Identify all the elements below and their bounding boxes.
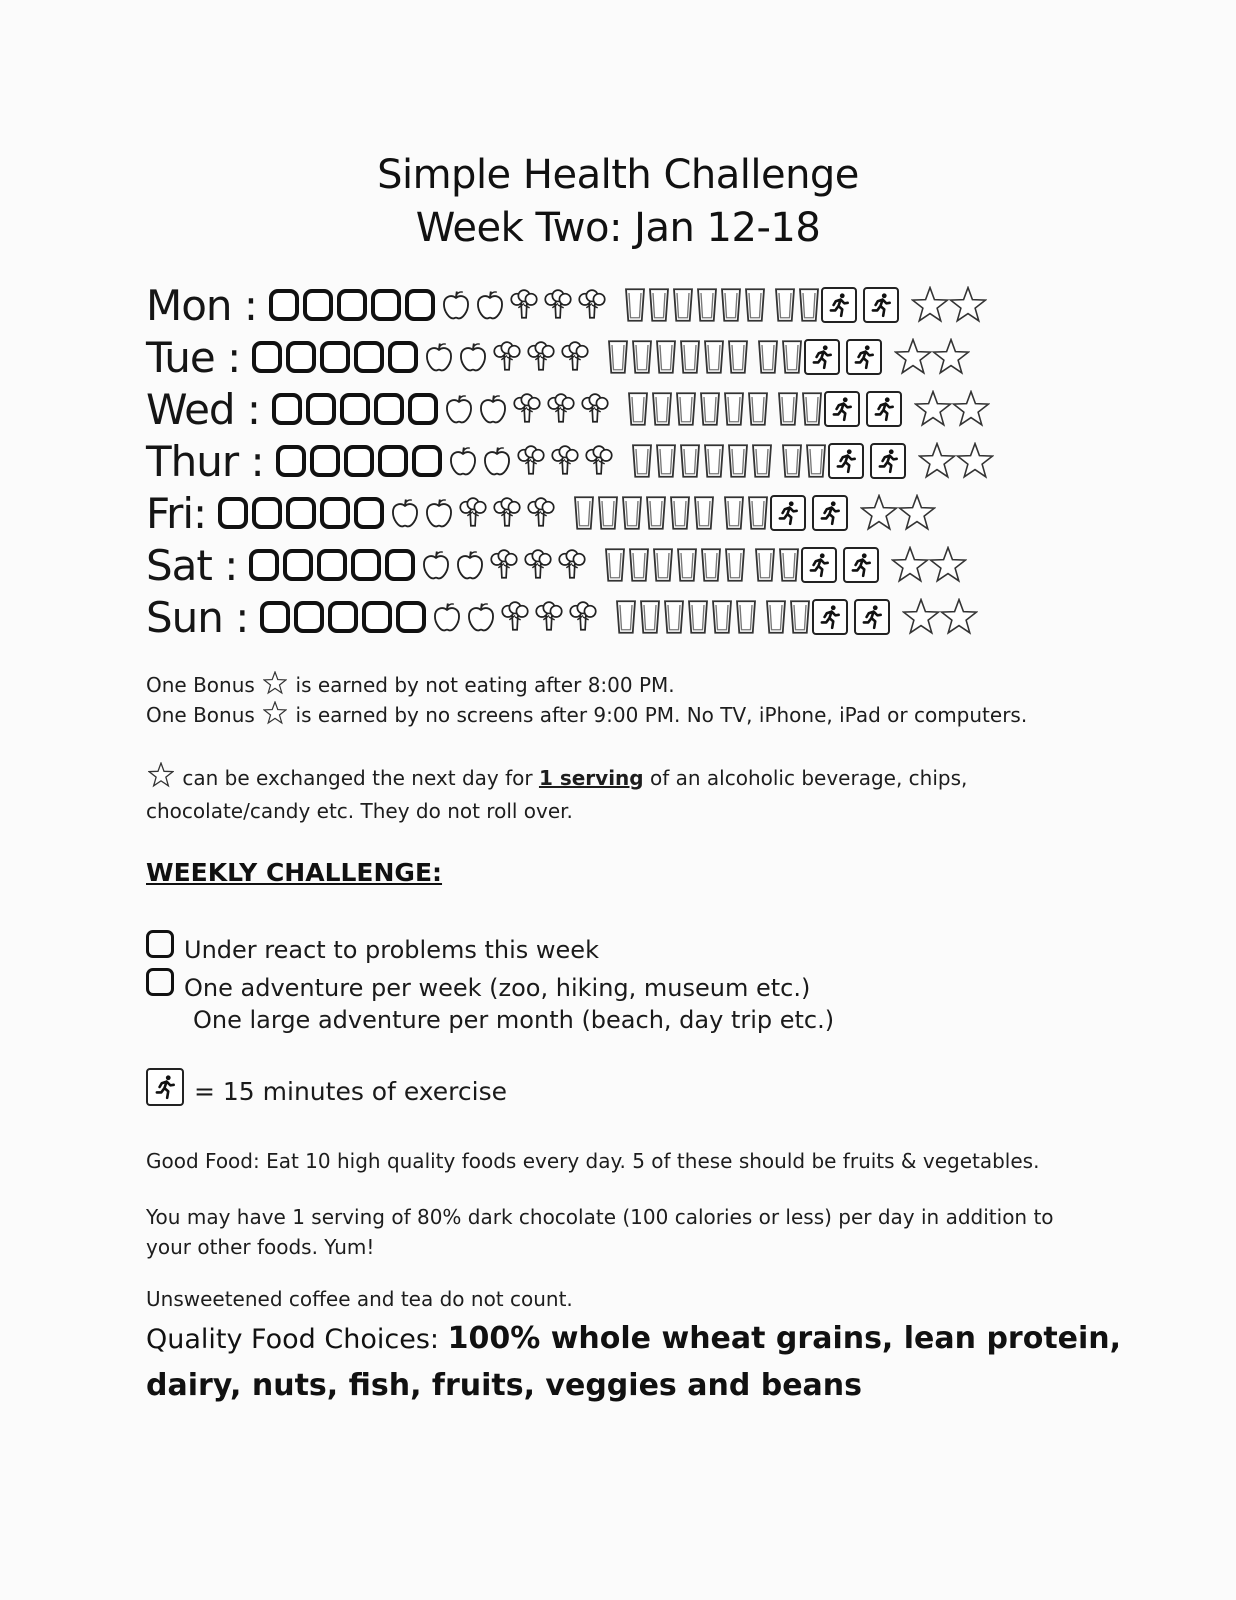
apple-icon[interactable] [446,444,480,478]
water-glass-icon[interactable] [800,391,824,427]
running-icon[interactable] [824,391,866,427]
bonus-rule-2-text: is earned by no screens after 9:00 PM. No TV, iPhone, iPad or computers. [295,703,1028,727]
day-label: Sun : [146,592,249,642]
food-checkbox[interactable] [396,601,426,633]
water-glass-icon[interactable] [651,547,675,583]
bonus-rule-2 [146,700,1096,733]
day-label: Thur : [146,436,264,486]
broccoli-icon[interactable] [490,340,524,374]
water-glass-icon[interactable] [686,599,710,635]
challenge-1-text: Under react to problems this week [184,936,599,964]
bonus-rule-1 [146,670,1096,703]
water-glass-icon[interactable] [662,599,686,635]
checkbox[interactable] [146,968,174,996]
broccoli-icon[interactable] [548,444,582,478]
water-glass-icon[interactable] [773,287,797,323]
water-glass-icon[interactable] [797,287,821,323]
bonus-rule-2-pre: One Bonus [146,703,255,727]
water-glass-icon[interactable] [644,495,668,531]
broccoli-icon[interactable] [490,496,524,530]
running-icon[interactable] [821,287,863,323]
apple-icon[interactable] [422,496,456,530]
water-glass-icon[interactable] [804,443,828,479]
running-icon[interactable] [804,339,846,375]
broccoli-icon[interactable] [510,392,544,426]
food-checkbox[interactable] [388,341,418,373]
water-glass-icon[interactable] [726,339,750,375]
water-glass-icon[interactable] [668,495,692,531]
water-glass-icon[interactable] [698,391,722,427]
food-checkbox[interactable] [306,393,336,425]
food-checkbox[interactable] [328,601,358,633]
challenge-2-detail: One large adventure per month (beach, day trip etc.) [193,1006,835,1034]
page-subtitle: Week Two: Jan 12-18 [415,205,821,251]
star-icon[interactable] [918,442,956,480]
running-icon[interactable] [863,287,905,323]
water-glass-icon[interactable] [647,287,671,323]
broccoli-icon[interactable] [578,392,612,426]
quality-food-choices [146,1316,1126,1410]
broccoli-icon[interactable] [521,548,555,582]
food-checkbox[interactable] [320,497,350,529]
food-checkbox[interactable] [340,393,370,425]
water-glass-icon[interactable] [702,339,726,375]
food-checkbox[interactable] [252,497,282,529]
water-glass-icon[interactable] [675,547,699,583]
apple-icon[interactable] [453,548,487,582]
exchange-underlined: 1 serving [538,766,644,790]
water-glass-icon[interactable] [734,599,758,635]
water-glass-icon[interactable] [722,391,746,427]
food-checkbox[interactable] [354,497,384,529]
running-icon[interactable] [812,495,854,531]
food-checkbox[interactable] [378,445,408,477]
water-glass-icon[interactable] [572,495,596,531]
challenge-item [146,936,599,964]
apple-icon[interactable] [480,444,514,478]
food-checkbox[interactable] [337,289,367,321]
apple-icon[interactable] [473,288,507,322]
food-checkbox[interactable] [412,445,442,477]
page-title: Simple Health Challenge [377,152,859,198]
weekly-challenge-heading: WEEKLY CHALLENGE: [146,858,443,887]
day-label: Wed : [146,384,261,434]
running-icon[interactable] [866,391,908,427]
star-icon[interactable] [898,494,936,532]
broccoli-icon[interactable] [507,288,541,322]
food-checkbox[interactable] [303,289,333,321]
food-checkbox[interactable] [218,497,248,529]
broccoli-icon[interactable] [555,548,589,582]
water-glass-icon[interactable] [596,495,620,531]
bonus-rule-1-pre: One Bonus [146,673,255,697]
running-icon [146,1068,184,1106]
water-glass-icon[interactable] [692,495,716,531]
water-glass-icon[interactable] [654,443,678,479]
star-icon[interactable] [929,546,967,584]
day-row [146,386,990,432]
water-glass-icon[interactable] [719,287,743,323]
food-checkbox[interactable] [320,341,350,373]
water-glass-icon[interactable] [603,547,627,583]
water-glass-icon[interactable] [654,339,678,375]
day-row [146,542,967,588]
food-checkbox[interactable] [269,289,299,321]
running-icon[interactable] [854,599,896,635]
star-icon[interactable] [860,494,898,532]
water-glass-icon[interactable] [678,339,702,375]
food-checkbox[interactable] [283,549,313,581]
water-glass-icon[interactable] [614,599,638,635]
food-checkbox[interactable] [286,497,316,529]
day-row [146,438,994,484]
day-label: Sat : [146,540,238,590]
broccoli-icon[interactable] [582,444,616,478]
day-row [146,594,978,640]
food-checkbox[interactable] [276,445,306,477]
running-icon[interactable] [801,547,843,583]
quality-list: 100% whole wheat grains, lean protein, dairy, nuts, fish, fruits, veggies and beans [146,1321,1122,1403]
water-glass-icon[interactable] [627,547,651,583]
food-checkbox[interactable] [385,549,415,581]
exercise-legend-text: = 15 minutes of exercise [194,1077,508,1106]
water-glass-icon[interactable] [788,599,812,635]
exchange-text-pre: can be exchanged the next day for [182,766,533,790]
star-icon[interactable] [949,286,987,324]
water-glass-icon[interactable] [650,391,674,427]
food-checkbox[interactable] [354,341,384,373]
bonus-rule-1-text: is earned by not eating after 8:00 PM. [295,673,675,697]
day-tracker [249,546,967,584]
running-icon[interactable] [870,443,912,479]
broccoli-icon[interactable] [544,392,578,426]
broccoli-icon[interactable] [566,600,600,634]
water-glass-icon[interactable] [756,339,780,375]
day-tracker [252,338,970,376]
star-icon[interactable] [891,546,929,584]
star-icon[interactable] [940,598,978,636]
broccoli-icon[interactable] [524,340,558,374]
water-glass-icon[interactable] [695,287,719,323]
food-checkbox[interactable] [344,445,374,477]
star-icon[interactable] [894,338,932,376]
broccoli-icon[interactable] [575,288,609,322]
broccoli-icon[interactable] [541,288,575,322]
broccoli-icon[interactable] [487,548,521,582]
food-checkbox[interactable] [286,341,316,373]
day-label: Fri: [146,488,207,538]
water-glass-icon[interactable] [722,495,746,531]
star-icon[interactable] [914,390,952,428]
water-glass-icon[interactable] [753,547,777,583]
water-glass-icon[interactable] [674,391,698,427]
broccoli-icon[interactable] [558,340,592,374]
apple-icon[interactable] [419,548,453,582]
apple-icon[interactable] [439,288,473,322]
water-glass-icon[interactable] [620,495,644,531]
food-checkbox[interactable] [310,445,340,477]
water-glass-icon[interactable] [671,287,695,323]
checkbox[interactable] [146,930,174,958]
food-checkbox[interactable] [362,601,392,633]
food-checkbox[interactable] [272,393,302,425]
star-icon[interactable] [911,286,949,324]
water-glass-icon[interactable] [746,391,770,427]
water-glass-icon[interactable] [780,339,804,375]
water-glass-icon[interactable] [699,547,723,583]
food-checkbox[interactable] [249,549,279,581]
good-food-text: Good Food: Eat 10 high quality foods every day. 5 of these should be fruits & vegetables. [146,1149,1040,1173]
food-checkbox[interactable] [294,601,324,633]
apple-icon[interactable] [456,340,490,374]
apple-icon[interactable] [476,392,510,426]
broccoli-icon[interactable] [514,444,548,478]
running-icon[interactable] [812,599,854,635]
water-glass-icon[interactable] [780,443,804,479]
star-icon[interactable] [932,338,970,376]
apple-icon[interactable] [464,600,498,634]
food-checkbox[interactable] [371,289,401,321]
exercise-legend [146,1068,507,1106]
running-icon[interactable] [770,495,812,531]
broccoli-icon[interactable] [532,600,566,634]
day-row [146,490,936,536]
water-glass-icon[interactable] [746,495,770,531]
water-glass-icon[interactable] [764,599,788,635]
food-checkbox[interactable] [408,393,438,425]
exchange-text-post: of an alcoholic beverage, chips, chocolate/candy etc. They do not roll over. [146,766,968,823]
day-label: Mon : [146,280,258,330]
water-glass-icon[interactable] [726,443,750,479]
challenge-item [146,974,810,1002]
star-icon [263,701,287,733]
food-checkbox[interactable] [260,601,290,633]
broccoli-icon[interactable] [498,600,532,634]
food-checkbox[interactable] [252,341,282,373]
water-glass-icon[interactable] [777,547,801,583]
day-tracker [269,286,987,324]
food-checkbox[interactable] [405,289,435,321]
day-row [146,334,970,380]
day-tracker [260,598,978,636]
star-icon[interactable] [952,390,990,428]
running-icon[interactable] [846,339,888,375]
water-glass-icon[interactable] [743,287,767,323]
challenge-2-text: One adventure per week (zoo, hiking, museum etc.) [184,974,811,1002]
star-icon[interactable] [956,442,994,480]
star-exchange-rule [146,762,1096,826]
food-checkbox[interactable] [374,393,404,425]
apple-icon[interactable] [422,340,456,374]
water-glass-icon[interactable] [630,443,654,479]
day-tracker [272,390,990,428]
day-tracker [276,442,994,480]
water-glass-icon[interactable] [630,339,654,375]
food-checkbox[interactable] [351,549,381,581]
star-icon [148,762,174,796]
chocolate-text: You may have 1 serving of 80% dark chocolate (100 calories or less) per day in addition to your other foods. Yum! [146,1205,1054,1259]
water-glass-icon[interactable] [750,443,774,479]
day-label: Tue : [146,332,241,382]
quality-label: Quality Food Choices: [146,1324,439,1355]
water-glass-icon[interactable] [606,339,630,375]
water-glass-icon[interactable] [723,547,747,583]
day-tracker [218,494,936,532]
day-row [146,282,987,328]
water-glass-icon[interactable] [678,443,702,479]
water-glass-icon[interactable] [638,599,662,635]
coffee-text: Unsweetened coffee and tea do not count. [146,1287,573,1311]
broccoli-icon[interactable] [456,496,490,530]
apple-icon[interactable] [388,496,422,530]
water-glass-icon[interactable] [710,599,734,635]
running-icon[interactable] [828,443,870,479]
water-glass-icon[interactable] [702,443,726,479]
water-glass-icon[interactable] [776,391,800,427]
water-glass-icon[interactable] [626,391,650,427]
broccoli-icon[interactable] [524,496,558,530]
apple-icon[interactable] [442,392,476,426]
water-glass-icon[interactable] [623,287,647,323]
apple-icon[interactable] [430,600,464,634]
star-icon[interactable] [902,598,940,636]
star-icon [263,671,287,703]
running-icon[interactable] [843,547,885,583]
food-checkbox[interactable] [317,549,347,581]
